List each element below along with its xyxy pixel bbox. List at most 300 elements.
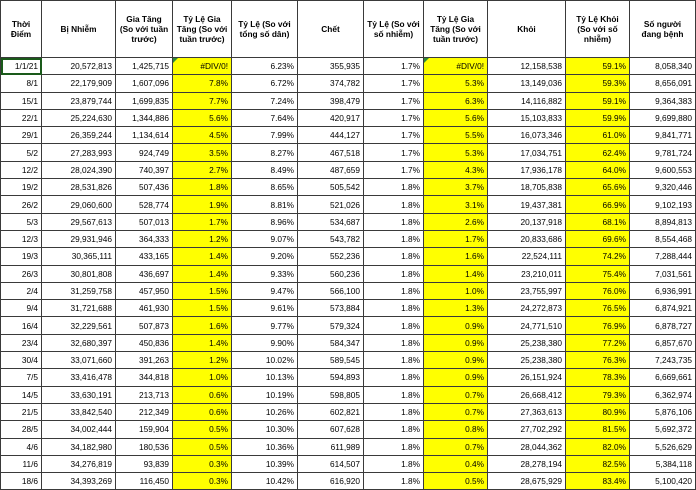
- cell-increase[interactable]: 344,818: [116, 369, 173, 386]
- cell-deaths[interactable]: 573,884: [298, 300, 364, 317]
- cell-rate-total[interactable]: 7.99%: [232, 127, 298, 144]
- cell-active[interactable]: 6,362,974: [630, 386, 696, 403]
- cell-date[interactable]: 19/3: [1, 248, 42, 265]
- cell-date[interactable]: 21/5: [1, 403, 42, 420]
- cell-rate-deaths-increase[interactable]: 5.6%: [424, 109, 488, 126]
- cell-recovered[interactable]: 23,210,011: [488, 265, 566, 282]
- cell-increase[interactable]: 461,930: [116, 300, 173, 317]
- cell-rate-deaths-increase[interactable]: 0.9%: [424, 369, 488, 386]
- table-row: [1, 282, 696, 299]
- cell-date[interactable]: 5/3: [1, 213, 42, 230]
- cell-deaths[interactable]: 560,236: [298, 265, 364, 282]
- cell-date[interactable]: 11/6: [1, 455, 42, 472]
- cell-infected[interactable]: 34,276,819: [42, 455, 116, 472]
- cell-date[interactable]: 22/1: [1, 109, 42, 126]
- table-row: [1, 161, 696, 178]
- header-infected[interactable]: Bị Nhiễm: [42, 1, 116, 58]
- cell-rate-recovered[interactable]: 65.6%: [566, 179, 630, 196]
- cell-active[interactable]: 7,288,444: [630, 248, 696, 265]
- cell-recovered[interactable]: 15,103,833: [488, 109, 566, 126]
- cell-active[interactable]: 6,878,727: [630, 317, 696, 334]
- cell-rate-deaths-increase[interactable]: 6.3%: [424, 92, 488, 109]
- cell-rate-deaths-increase[interactable]: 0.4%: [424, 455, 488, 472]
- cell-rate-increase[interactable]: 0.3%: [173, 455, 232, 472]
- cell-infected[interactable]: 29,060,600: [42, 196, 116, 213]
- cell-infected[interactable]: 26,359,244: [42, 127, 116, 144]
- cell-active[interactable]: 5,876,106: [630, 403, 696, 420]
- table-row: [1, 334, 696, 351]
- cell-rate-recovered[interactable]: 82.5%: [566, 455, 630, 472]
- cell-infected[interactable]: 30,801,808: [42, 265, 116, 282]
- cell-infected[interactable]: 31,259,758: [42, 282, 116, 299]
- cell-increase[interactable]: 1,344,886: [116, 109, 173, 126]
- cell-recovered[interactable]: 22,524,111: [488, 248, 566, 265]
- cell-deaths[interactable]: 616,920: [298, 473, 364, 490]
- cell-rate-recovered[interactable]: 59.1%: [566, 58, 630, 75]
- cell-infected[interactable]: 33,842,540: [42, 403, 116, 420]
- cell-infected[interactable]: 33,630,191: [42, 386, 116, 403]
- cell-rate-deaths-increase[interactable]: 5.3%: [424, 144, 488, 161]
- cell-date[interactable]: 23/4: [1, 334, 42, 351]
- cell-rate-deaths[interactable]: 1.8%: [364, 386, 424, 403]
- cell-deaths[interactable]: 505,542: [298, 179, 364, 196]
- cell-active[interactable]: 8,656,091: [630, 75, 696, 92]
- cell-rate-total[interactable]: 10.19%: [232, 386, 298, 403]
- cell-increase[interactable]: 450,836: [116, 334, 173, 351]
- cell-increase[interactable]: 507,436: [116, 179, 173, 196]
- header-increase[interactable]: Gia Tăng (So với tuần trước): [116, 1, 173, 58]
- cell-deaths[interactable]: 534,687: [298, 213, 364, 230]
- cell-rate-total[interactable]: 7.24%: [232, 92, 298, 109]
- cell-date[interactable]: 28/5: [1, 421, 42, 438]
- cell-deaths[interactable]: 579,324: [298, 317, 364, 334]
- cell-rate-deaths[interactable]: 1.8%: [364, 352, 424, 369]
- cell-date[interactable]: 14/5: [1, 386, 42, 403]
- cell-recovered[interactable]: 28,278,194: [488, 455, 566, 472]
- cell-rate-recovered[interactable]: 61.0%: [566, 127, 630, 144]
- cell-rate-increase[interactable]: 1.5%: [173, 300, 232, 317]
- cell-deaths[interactable]: 611,989: [298, 438, 364, 455]
- cell-deaths[interactable]: 566,100: [298, 282, 364, 299]
- cell-recovered[interactable]: 27,363,613: [488, 403, 566, 420]
- cell-date[interactable]: 19/2: [1, 179, 42, 196]
- cell-increase[interactable]: 1,699,835: [116, 92, 173, 109]
- cell-deaths[interactable]: 552,236: [298, 248, 364, 265]
- cell-increase[interactable]: 457,950: [116, 282, 173, 299]
- cell-deaths[interactable]: 521,026: [298, 196, 364, 213]
- cell-infected[interactable]: 33,071,660: [42, 352, 116, 369]
- header-rate-increase[interactable]: Tỷ Lệ Gia Tăng (So với tuần trước): [173, 1, 232, 58]
- cell-rate-recovered[interactable]: 66.9%: [566, 196, 630, 213]
- cell-rate-increase[interactable]: 0.6%: [173, 403, 232, 420]
- cell-rate-total[interactable]: 9.20%: [232, 248, 298, 265]
- cell-date[interactable]: 4/6: [1, 438, 42, 455]
- cell-deaths[interactable]: 584,347: [298, 334, 364, 351]
- cell-deaths[interactable]: 398,479: [298, 92, 364, 109]
- cell-rate-deaths[interactable]: 1.8%: [364, 421, 424, 438]
- cell-rate-deaths-increase[interactable]: 0.7%: [424, 386, 488, 403]
- cell-rate-recovered[interactable]: 75.4%: [566, 265, 630, 282]
- cell-date[interactable]: 30/4: [1, 352, 42, 369]
- header-recovered[interactable]: Khỏi: [488, 1, 566, 58]
- cell-rate-deaths[interactable]: 1.8%: [364, 473, 424, 490]
- cell-rate-total[interactable]: 8.27%: [232, 144, 298, 161]
- cell-active[interactable]: 7,031,561: [630, 265, 696, 282]
- cell-deaths[interactable]: 543,782: [298, 230, 364, 247]
- cell-rate-deaths[interactable]: 1.7%: [364, 161, 424, 178]
- cell-active[interactable]: 9,781,724: [630, 144, 696, 161]
- header-rate-deaths-increase[interactable]: Tỷ Lệ Gia Tăng (So với tuần trước): [424, 1, 488, 58]
- header-deaths[interactable]: Chết: [298, 1, 364, 58]
- cell-rate-recovered[interactable]: 74.2%: [566, 248, 630, 265]
- cell-increase[interactable]: 159,904: [116, 421, 173, 438]
- cell-rate-total[interactable]: 10.13%: [232, 369, 298, 386]
- cell-rate-recovered[interactable]: 68.1%: [566, 213, 630, 230]
- table-row: [1, 92, 696, 109]
- cell-recovered[interactable]: 17,034,751: [488, 144, 566, 161]
- cell-increase[interactable]: 528,774: [116, 196, 173, 213]
- cell-increase[interactable]: 433,165: [116, 248, 173, 265]
- cell-rate-deaths-increase[interactable]: 0.9%: [424, 334, 488, 351]
- cell-recovered[interactable]: 20,833,686: [488, 230, 566, 247]
- cell-rate-deaths[interactable]: 1.8%: [364, 438, 424, 455]
- cell-date[interactable]: 15/1: [1, 92, 42, 109]
- cell-rate-deaths-increase[interactable]: 3.7%: [424, 179, 488, 196]
- cell-rate-recovered[interactable]: 76.3%: [566, 352, 630, 369]
- cell-rate-recovered[interactable]: 59.3%: [566, 75, 630, 92]
- cell-rate-increase[interactable]: 7.8%: [173, 75, 232, 92]
- cell-rate-recovered[interactable]: 80.9%: [566, 403, 630, 420]
- cell-infected[interactable]: 20,572,813: [42, 58, 116, 75]
- cell-rate-total[interactable]: 6.72%: [232, 75, 298, 92]
- cell-rate-deaths[interactable]: 1.8%: [364, 455, 424, 472]
- cell-recovered[interactable]: 28,044,362: [488, 438, 566, 455]
- cell-increase[interactable]: 180,536: [116, 438, 173, 455]
- cell-rate-increase[interactable]: 1.2%: [173, 230, 232, 247]
- cell-rate-increase[interactable]: 1.2%: [173, 352, 232, 369]
- cell-active[interactable]: 9,102,193: [630, 196, 696, 213]
- cell-date[interactable]: 2/4: [1, 282, 42, 299]
- cell-active[interactable]: 9,600,553: [630, 161, 696, 178]
- cell-date[interactable]: 29/1: [1, 127, 42, 144]
- cell-rate-increase[interactable]: 1.4%: [173, 248, 232, 265]
- cell-increase[interactable]: 1,607,096: [116, 75, 173, 92]
- header-active[interactable]: Số người đang bệnh: [630, 1, 696, 58]
- cell-infected[interactable]: 34,002,444: [42, 421, 116, 438]
- cell-rate-recovered[interactable]: 76.5%: [566, 300, 630, 317]
- cell-increase[interactable]: 507,873: [116, 317, 173, 334]
- cell-rate-deaths[interactable]: 1.7%: [364, 109, 424, 126]
- cell-deaths[interactable]: 589,545: [298, 352, 364, 369]
- cell-recovered[interactable]: 17,936,178: [488, 161, 566, 178]
- cell-rate-deaths[interactable]: 1.8%: [364, 403, 424, 420]
- cell-rate-deaths-increase[interactable]: 0.7%: [424, 403, 488, 420]
- cell-rate-total[interactable]: 9.33%: [232, 265, 298, 282]
- cell-recovered[interactable]: 27,702,292: [488, 421, 566, 438]
- cell-recovered[interactable]: 18,705,838: [488, 179, 566, 196]
- cell-infected[interactable]: 31,721,688: [42, 300, 116, 317]
- cell-deaths[interactable]: 598,805: [298, 386, 364, 403]
- table-row: [1, 196, 696, 213]
- cell-deaths[interactable]: 355,935: [298, 58, 364, 75]
- cell-rate-increase[interactable]: 7.7%: [173, 92, 232, 109]
- cell-deaths[interactable]: 487,659: [298, 161, 364, 178]
- cell-date[interactable]: 16/4: [1, 317, 42, 334]
- cell-rate-recovered[interactable]: 69.6%: [566, 230, 630, 247]
- cell-rate-increase[interactable]: 2.7%: [173, 161, 232, 178]
- cell-rate-deaths[interactable]: 1.8%: [364, 300, 424, 317]
- cell-infected[interactable]: 29,567,613: [42, 213, 116, 230]
- cell-rate-increase[interactable]: 1.6%: [173, 317, 232, 334]
- cell-rate-deaths[interactable]: 1.7%: [364, 92, 424, 109]
- cell-rate-increase[interactable]: 1.4%: [173, 334, 232, 351]
- cell-increase[interactable]: 1,134,614: [116, 127, 173, 144]
- cell-increase[interactable]: 116,450: [116, 473, 173, 490]
- cell-date[interactable]: 9/4: [1, 300, 42, 317]
- cell-rate-deaths[interactable]: 1.8%: [364, 282, 424, 299]
- cell-rate-recovered[interactable]: 64.0%: [566, 161, 630, 178]
- cell-infected[interactable]: 28,531,826: [42, 179, 116, 196]
- cell-rate-increase[interactable]: 1.7%: [173, 213, 232, 230]
- cell-increase[interactable]: 93,839: [116, 455, 173, 472]
- table-row: [1, 403, 696, 420]
- cell-active[interactable]: 9,699,880: [630, 109, 696, 126]
- cell-rate-total[interactable]: 8.96%: [232, 213, 298, 230]
- cell-rate-recovered[interactable]: 62.4%: [566, 144, 630, 161]
- cell-rate-increase[interactable]: 1.9%: [173, 196, 232, 213]
- cell-rate-deaths-increase[interactable]: 1.0%: [424, 282, 488, 299]
- cell-increase[interactable]: 1,425,715: [116, 58, 173, 75]
- cell-recovered[interactable]: 26,151,924: [488, 369, 566, 386]
- cell-rate-deaths-increase[interactable]: 1.3%: [424, 300, 488, 317]
- cell-date[interactable]: 7/5: [1, 369, 42, 386]
- cell-increase[interactable]: 212,349: [116, 403, 173, 420]
- cell-rate-deaths[interactable]: 1.8%: [364, 179, 424, 196]
- cell-rate-increase[interactable]: 0.5%: [173, 438, 232, 455]
- cell-recovered[interactable]: 25,238,380: [488, 334, 566, 351]
- cell-infected[interactable]: 23,879,744: [42, 92, 116, 109]
- cell-rate-increase[interactable]: 0.6%: [173, 386, 232, 403]
- cell-rate-deaths-increase[interactable]: 4.3%: [424, 161, 488, 178]
- cell-rate-deaths-increase[interactable]: 3.1%: [424, 196, 488, 213]
- cell-recovered[interactable]: 14,116,882: [488, 92, 566, 109]
- cell-date[interactable]: 12/2: [1, 161, 42, 178]
- cell-deaths[interactable]: 374,782: [298, 75, 364, 92]
- cell-rate-total[interactable]: 10.02%: [232, 352, 298, 369]
- cell-recovered[interactable]: 19,437,381: [488, 196, 566, 213]
- cell-rate-recovered[interactable]: 81.5%: [566, 421, 630, 438]
- cell-rate-increase[interactable]: 5.6%: [173, 109, 232, 126]
- table-row: [1, 213, 696, 230]
- cell-rate-deaths-increase[interactable]: 0.8%: [424, 421, 488, 438]
- cell-rate-total[interactable]: 9.07%: [232, 230, 298, 247]
- cell-rate-increase[interactable]: 0.5%: [173, 421, 232, 438]
- cell-infected[interactable]: 25,224,630: [42, 109, 116, 126]
- header-rate-total[interactable]: Tỷ Lệ (So với tổng số dân): [232, 1, 298, 58]
- cell-infected[interactable]: 34,393,269: [42, 473, 116, 490]
- cell-active[interactable]: 5,384,118: [630, 455, 696, 472]
- header-rate-deaths[interactable]: Tỷ Lệ (So với số nhiễm): [364, 1, 424, 58]
- cell-rate-recovered[interactable]: 59.9%: [566, 109, 630, 126]
- cell-rate-deaths-increase[interactable]: 0.5%: [424, 473, 488, 490]
- cell-rate-deaths[interactable]: 1.7%: [364, 144, 424, 161]
- cell-recovered[interactable]: 20,137,918: [488, 213, 566, 230]
- cell-rate-total[interactable]: 9.61%: [232, 300, 298, 317]
- cell-active[interactable]: 6,857,670: [630, 334, 696, 351]
- cell-rate-deaths-increase[interactable]: 0.9%: [424, 317, 488, 334]
- cell-rate-recovered[interactable]: 79.3%: [566, 386, 630, 403]
- cell-increase[interactable]: 924,749: [116, 144, 173, 161]
- cell-rate-increase[interactable]: 1.4%: [173, 265, 232, 282]
- cell-recovered[interactable]: 24,272,873: [488, 300, 566, 317]
- cell-date[interactable]: 1/1/21: [1, 58, 42, 75]
- cell-rate-deaths[interactable]: 1.8%: [364, 230, 424, 247]
- cell-rate-total[interactable]: 10.26%: [232, 403, 298, 420]
- cell-active[interactable]: 6,936,991: [630, 282, 696, 299]
- cell-date[interactable]: 8/1: [1, 75, 42, 92]
- cell-infected[interactable]: 33,416,478: [42, 369, 116, 386]
- cell-deaths[interactable]: 444,127: [298, 127, 364, 144]
- cell-rate-deaths-increase[interactable]: 1.7%: [424, 230, 488, 247]
- cell-rate-deaths-increase[interactable]: #DIV/0!: [424, 58, 488, 75]
- cell-increase[interactable]: 213,713: [116, 386, 173, 403]
- cell-rate-total[interactable]: 10.42%: [232, 473, 298, 490]
- cell-rate-deaths-increase[interactable]: 0.9%: [424, 352, 488, 369]
- cell-rate-deaths[interactable]: 1.8%: [364, 334, 424, 351]
- table-row: [1, 455, 696, 472]
- cell-rate-deaths[interactable]: 1.8%: [364, 213, 424, 230]
- cell-rate-recovered[interactable]: 78.3%: [566, 369, 630, 386]
- cell-rate-total[interactable]: 10.36%: [232, 438, 298, 455]
- cell-active[interactable]: 5,692,372: [630, 421, 696, 438]
- cell-infected[interactable]: 27,283,993: [42, 144, 116, 161]
- cell-active[interactable]: 8,894,813: [630, 213, 696, 230]
- cell-rate-deaths[interactable]: 1.7%: [364, 127, 424, 144]
- cell-date[interactable]: 26/3: [1, 265, 42, 282]
- cell-deaths[interactable]: 607,628: [298, 421, 364, 438]
- cell-active[interactable]: 5,100,420: [630, 473, 696, 490]
- cell-recovered[interactable]: 24,771,510: [488, 317, 566, 334]
- cell-rate-recovered[interactable]: 83.4%: [566, 473, 630, 490]
- cell-rate-deaths[interactable]: 1.7%: [364, 58, 424, 75]
- cell-rate-deaths[interactable]: 1.8%: [364, 317, 424, 334]
- cell-infected[interactable]: 32,229,561: [42, 317, 116, 334]
- cell-active[interactable]: 8,554,468: [630, 230, 696, 247]
- cell-rate-deaths[interactable]: 1.8%: [364, 369, 424, 386]
- table-row: [1, 179, 696, 196]
- cell-infected[interactable]: 29,931,946: [42, 230, 116, 247]
- cell-infected[interactable]: 34,182,980: [42, 438, 116, 455]
- cell-rate-deaths-increase[interactable]: 5.3%: [424, 75, 488, 92]
- cell-rate-total[interactable]: 8.49%: [232, 161, 298, 178]
- cell-rate-increase[interactable]: 1.0%: [173, 369, 232, 386]
- cell-deaths[interactable]: 602,821: [298, 403, 364, 420]
- cell-active[interactable]: 8,058,340: [630, 58, 696, 75]
- header-rate-recovered[interactable]: Tỷ Lệ Khỏi (So với số nhiễm): [566, 1, 630, 58]
- cell-rate-recovered[interactable]: 82.0%: [566, 438, 630, 455]
- cell-rate-increase[interactable]: 0.3%: [173, 473, 232, 490]
- cell-rate-deaths[interactable]: 1.7%: [364, 75, 424, 92]
- cell-rate-deaths[interactable]: 1.8%: [364, 265, 424, 282]
- cell-active[interactable]: 9,364,383: [630, 92, 696, 109]
- cell-active[interactable]: 6,669,661: [630, 369, 696, 386]
- table-row: [1, 438, 696, 455]
- cell-increase[interactable]: 507,013: [116, 213, 173, 230]
- table-row: [1, 473, 696, 490]
- cell-recovered[interactable]: 28,675,929: [488, 473, 566, 490]
- cell-rate-deaths[interactable]: 1.8%: [364, 196, 424, 213]
- cell-deaths[interactable]: 467,518: [298, 144, 364, 161]
- cell-rate-increase[interactable]: 4.5%: [173, 127, 232, 144]
- cell-rate-increase[interactable]: 1.8%: [173, 179, 232, 196]
- cell-increase[interactable]: 436,697: [116, 265, 173, 282]
- cell-recovered[interactable]: 13,149,036: [488, 75, 566, 92]
- cell-infected[interactable]: 28,024,390: [42, 161, 116, 178]
- cell-active[interactable]: 9,841,771: [630, 127, 696, 144]
- cell-date[interactable]: 5/2: [1, 144, 42, 161]
- cell-deaths[interactable]: 420,917: [298, 109, 364, 126]
- cell-rate-recovered[interactable]: 76.9%: [566, 317, 630, 334]
- cell-rate-total[interactable]: 10.39%: [232, 455, 298, 472]
- cell-rate-deaths-increase[interactable]: 0.7%: [424, 438, 488, 455]
- cell-recovered[interactable]: 23,755,997: [488, 282, 566, 299]
- cell-rate-recovered[interactable]: 77.2%: [566, 334, 630, 351]
- table-row: [1, 109, 696, 126]
- cell-date[interactable]: 18/6: [1, 473, 42, 490]
- cell-increase[interactable]: 391,263: [116, 352, 173, 369]
- cell-active[interactable]: 7,243,735: [630, 352, 696, 369]
- cell-recovered[interactable]: 12,158,538: [488, 58, 566, 75]
- cell-rate-total[interactable]: 9.90%: [232, 334, 298, 351]
- cell-rate-deaths-increase[interactable]: 2.6%: [424, 213, 488, 230]
- cell-active[interactable]: 9,320,446: [630, 179, 696, 196]
- cell-rate-total[interactable]: 8.65%: [232, 179, 298, 196]
- cell-date[interactable]: 12/3: [1, 230, 42, 247]
- cell-rate-deaths-increase[interactable]: 1.6%: [424, 248, 488, 265]
- cell-active[interactable]: 5,526,629: [630, 438, 696, 455]
- cell-infected[interactable]: 22,179,909: [42, 75, 116, 92]
- cell-increase[interactable]: 364,333: [116, 230, 173, 247]
- cell-recovered[interactable]: 26,668,412: [488, 386, 566, 403]
- cell-increase[interactable]: 740,397: [116, 161, 173, 178]
- cell-rate-deaths-increase[interactable]: 5.5%: [424, 127, 488, 144]
- cell-rate-total[interactable]: 6.23%: [232, 58, 298, 75]
- cell-rate-total[interactable]: 8.81%: [232, 196, 298, 213]
- cell-rate-recovered[interactable]: 76.0%: [566, 282, 630, 299]
- cell-rate-increase[interactable]: 1.5%: [173, 282, 232, 299]
- cell-recovered[interactable]: 16,073,346: [488, 127, 566, 144]
- header-date[interactable]: Thời Điểm: [1, 1, 42, 58]
- cell-rate-deaths[interactable]: 1.8%: [364, 248, 424, 265]
- cell-rate-total[interactable]: 9.77%: [232, 317, 298, 334]
- cell-rate-increase[interactable]: 3.5%: [173, 144, 232, 161]
- cell-rate-recovered[interactable]: 59.1%: [566, 92, 630, 109]
- cell-deaths[interactable]: 614,507: [298, 455, 364, 472]
- cell-infected[interactable]: 32,680,397: [42, 334, 116, 351]
- cell-deaths[interactable]: 594,893: [298, 369, 364, 386]
- cell-rate-total[interactable]: 7.64%: [232, 109, 298, 126]
- table-row: [1, 248, 696, 265]
- cell-rate-increase[interactable]: #DIV/0!: [173, 58, 232, 75]
- cell-date[interactable]: 26/2: [1, 196, 42, 213]
- cell-rate-total[interactable]: 10.30%: [232, 421, 298, 438]
- cell-infected[interactable]: 30,365,111: [42, 248, 116, 265]
- cell-rate-total[interactable]: 9.47%: [232, 282, 298, 299]
- cell-active[interactable]: 6,874,921: [630, 300, 696, 317]
- cell-recovered[interactable]: 25,238,380: [488, 352, 566, 369]
- table-row: [1, 386, 696, 403]
- cell-rate-deaths-increase[interactable]: 1.4%: [424, 265, 488, 282]
